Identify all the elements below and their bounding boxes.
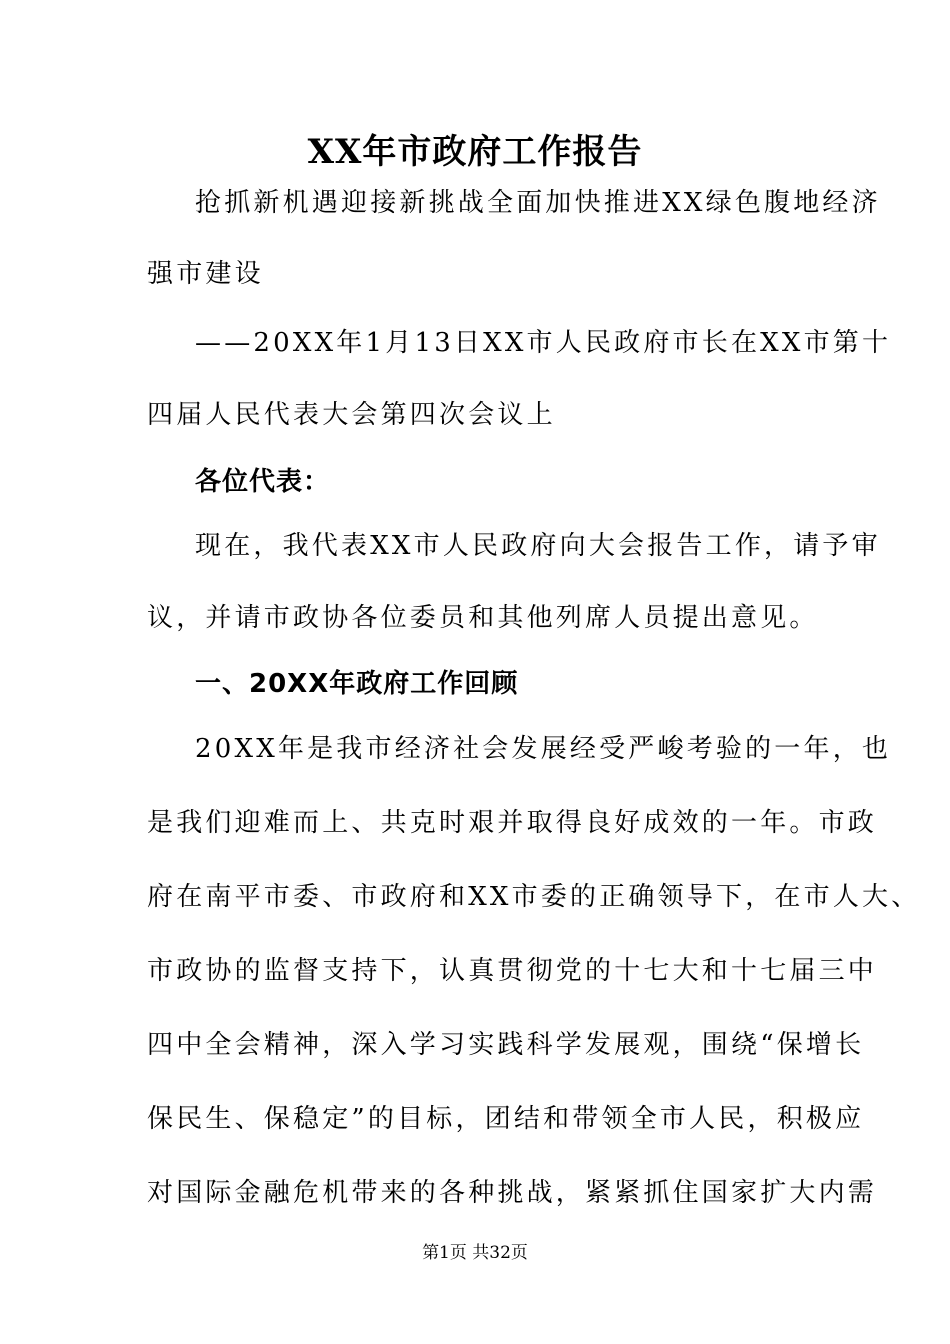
page-footer: 第1页 共32页 xyxy=(422,1243,528,1263)
dateline-line-1: ——20XX年1月13日XX市人民政府市长在XX市第十 xyxy=(195,328,892,358)
body-line: 保民生、保稳定”的目标，团结和带领全市人民，积极应 xyxy=(147,1104,865,1134)
body-line: 议，并请市政协各位委员和其他列席人员提出意见。 xyxy=(147,603,819,633)
body-line: 现在，我代表XX市人民政府向大会报告工作，请予审 xyxy=(195,531,881,561)
body-line: 20XX年是我市经济社会发展经受严峻考验的一年，也 xyxy=(195,734,892,764)
subtitle-line-2: 强市建设 xyxy=(147,259,264,289)
salutation: 各位代表： xyxy=(195,467,331,497)
section-heading: 一、20XX年政府工作回顾 xyxy=(195,669,519,699)
body-line: 对国际金融危机带来的各种挑战，紧紧抓住国家扩大内需 xyxy=(147,1178,878,1208)
document-title: XX年市政府工作报告 xyxy=(307,132,643,172)
body-line: 府在南平市委、市政府和XX市委的正确领导下，在市人大、 xyxy=(147,882,921,912)
body-line: 市政协的监督支持下，认真贯彻党的十七大和十七届三中 xyxy=(147,956,878,986)
body-line: 四中全会精神，深入学习实践科学发展观，围绕“保增长 xyxy=(147,1030,865,1060)
subtitle-line-1: 抢抓新机遇迎接新挑战全面加快推进XX绿色腹地经济 xyxy=(195,188,881,218)
body-line: 是我们迎难而上、共克时艰并取得良好成效的一年。市政 xyxy=(147,808,878,838)
dateline-line-2: 四届人民代表大会第四次会议上 xyxy=(147,400,556,430)
